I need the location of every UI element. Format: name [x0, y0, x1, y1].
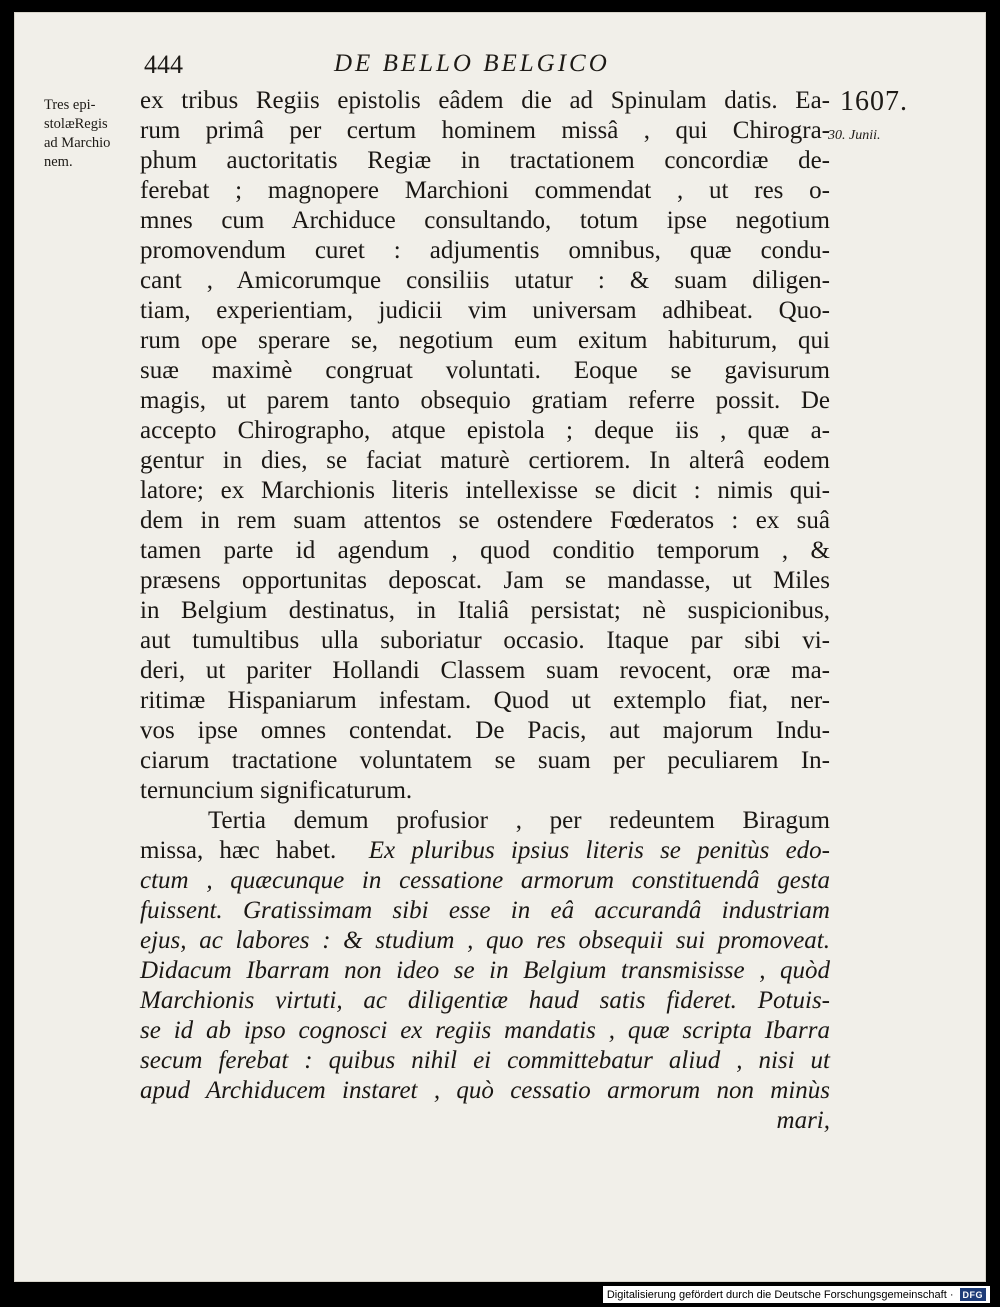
text-line: ciarum tractatione voluntatem se suam per peculiarem In- — [140, 747, 830, 774]
italic-text-line: ctum , quæcunque in cessatione armorum constituendâ gesta — [140, 867, 830, 894]
text-line: mnes cum Archiduce consultando, totum ipse negotium — [140, 207, 830, 234]
text-line: magis, ut parem tanto obsequio gratiam referre possit. De — [140, 387, 830, 414]
margin-date: 30. Junii. — [828, 128, 881, 143]
text-line: tiam, experientiam, judicii vim universam adhibeat. Quo- — [140, 297, 830, 324]
text-line: Tertia demum profusior , per redeuntem Biragum — [208, 807, 830, 834]
body-text — [140, 86, 830, 1136]
text-line: præsens opportunitas deposcat. Jam se mandasse, ut Miles — [140, 567, 830, 594]
text-line: gentur in dies, se faciat maturè certiorem. In alterâ eodem — [140, 447, 830, 474]
text-line: ex tribus Regiis epistolis eâdem die ad Spinulam datis. Ea- — [140, 87, 830, 114]
text-line: accepto Chirographo, atque epistola ; deque iis , quæ a- — [140, 417, 830, 444]
text-line: tamen parte id agendum , quod conditio temporum , & — [140, 537, 830, 564]
digitization-credit — [603, 1286, 990, 1303]
text-italic-part: Ex pluribus ipsius literis se penitùs edo- — [368, 837, 830, 864]
text-line: rum ope sperare se, negotium eum exitum habiturum, qui — [140, 327, 830, 354]
text-line: rum primâ per certum hominem missâ , qui Chirogra- — [140, 117, 830, 144]
margin-note-line: ad Marchio — [44, 135, 111, 151]
text-line: promovendum curet : adjumentis omnibus, quæ condu- — [140, 237, 830, 264]
page-number: 444 — [144, 50, 183, 79]
text-line: cant , Amicorumque consiliis utatur : & suam diligen- — [140, 267, 830, 294]
text-line: deri, ut pariter Hollandi Classem suam revocent, oræ ma- — [140, 657, 830, 684]
text-line: suæ maximè congruat voluntati. Eoque se gavisurum — [140, 357, 830, 384]
margin-year: 1607. — [840, 86, 908, 117]
margin-note-line: stolæRegis — [44, 116, 108, 132]
text-roman-part: missa, hæc habet. — [140, 837, 337, 864]
catchword: mari, — [776, 1107, 830, 1134]
text-line: latore; ex Marchionis literis intellexisse se dicit : nimis qui- — [140, 477, 830, 504]
left-margin-note — [44, 96, 136, 172]
text-line: ritimæ Hispaniarum infestam. Quod ut extemplo fiat, ner- — [140, 687, 830, 714]
text-line: ferebat ; magnopere Marchioni commendat , ut res o- — [140, 177, 830, 204]
italic-text-line: ejus, ac labores : & studium , quo res obsequii sui promoveat. — [140, 927, 830, 954]
text-line: in Belgium destinatus, in Italiâ persistat; nè suspicionibus, — [140, 597, 830, 624]
running-title: DE BELLO BELGICO — [334, 50, 610, 77]
text-line: ternuncium significaturum. — [140, 777, 413, 804]
book-page — [14, 12, 986, 1282]
dfg-logo-icon: DFG — [960, 1288, 987, 1301]
italic-text-line: Didacum Ibarram non ideo se in Belgium transmisisse , quòd — [140, 957, 830, 984]
margin-note-line: nem. — [44, 154, 73, 170]
text-line: vos ipse omnes contendat. De Pacis, aut majorum Indu- — [140, 717, 830, 744]
credit-text: Digitalisierung gefördert durch die Deutsche Forschungsgemeinschaft · — [606, 1288, 954, 1301]
text-line: aut tumultibus ulla suboriatur occasio. Itaque par sibi vi- — [140, 627, 830, 654]
scan-frame-bottom — [0, 1282, 1000, 1307]
text-line-mixed — [140, 836, 830, 866]
italic-text-line: se id ab ipso cognosci ex regiis mandatis , quæ scripta Ibarra — [140, 1017, 830, 1044]
italic-text-line: fuissent. Gratissimam sibi esse in eâ accurandâ industriam — [140, 897, 830, 924]
italic-text-line: secum ferebat : quibus nihil ei committebatur aliud , nisi ut — [140, 1047, 830, 1074]
text-line: phum auctoritatis Regiæ in tractationem concordiæ de- — [140, 147, 830, 174]
text-line: dem in rem suam attentos se ostendere Fœderatos : ex suâ — [140, 507, 830, 534]
margin-note-line: Tres epi- — [44, 97, 96, 113]
italic-text-line: Marchionis virtuti, ac diligentiæ haud satis fideret. Potuis- — [140, 987, 830, 1014]
italic-text-line: apud Archiducem instaret , quò cessatio armorum non minùs — [140, 1077, 830, 1104]
page-header — [14, 50, 986, 90]
